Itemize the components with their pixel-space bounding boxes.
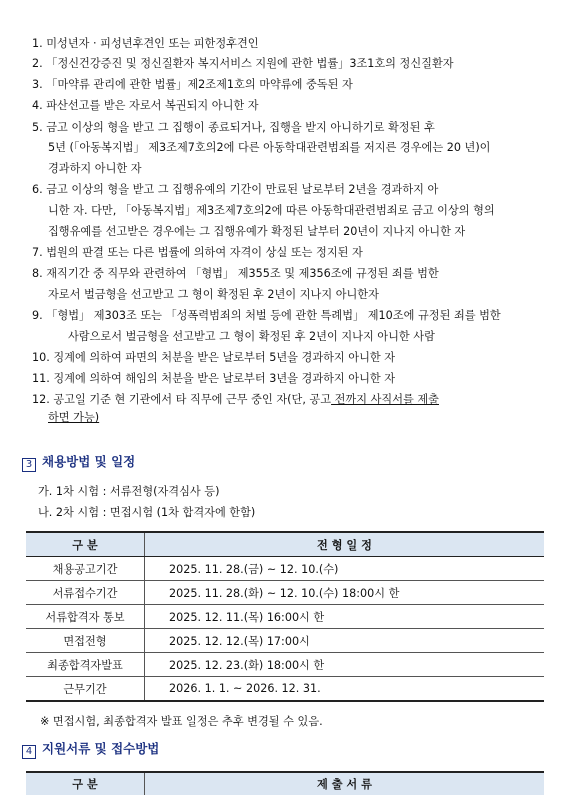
item-continuation: 집행유예를 선고받은 경우에는 그 집행유예가 확정된 날부터 20년이 지나지 아니한 자 xyxy=(48,225,466,238)
item-text: 금고 이상의 형을 받고 그 집행유예의 기간이 만료된 날로부터 2년을 경과하지 아 xyxy=(46,183,439,196)
column-header: 제 출 서 류 xyxy=(145,772,545,795)
table-cell: 서류접수기간 xyxy=(26,581,145,605)
step-item: 가. 1차 시험 : 서류전형(자격심사 등) xyxy=(38,485,220,498)
item-number: 1. xyxy=(32,37,43,50)
table-cell: 2025. 12. 12.(목) 17:00시 xyxy=(145,629,545,653)
item-continuation: 5년 (「아동복지법」 제3조제7호의2에 다른 아동학대관련범죄를 저지른 경우에는 20 년)이 xyxy=(48,141,491,154)
item-text: 「마약류 관리에 관한 법률」제2조제1호의 마약류에 중독된 자 xyxy=(46,78,353,91)
list-item xyxy=(32,118,552,138)
table-cell: 2025. 11. 28.(금) ~ 12. 10.(수) xyxy=(145,557,545,581)
documents-table xyxy=(26,771,544,795)
section-title: 지원서류 및 접수방법 xyxy=(42,741,160,756)
table-cell: 최종합격자발표 xyxy=(26,653,145,677)
section-number-box: 3 xyxy=(22,458,36,472)
table-header-row xyxy=(26,772,544,795)
item-number: 9. xyxy=(32,309,43,322)
table-cell: 채용공고기간 xyxy=(26,557,145,581)
item-number: 5. xyxy=(32,121,43,134)
table-row xyxy=(26,653,544,677)
section-number-box: 4 xyxy=(22,745,36,759)
item-number: 4. xyxy=(32,99,43,112)
table-cell: 면접전형 xyxy=(26,629,145,653)
table-row xyxy=(26,605,544,629)
column-header: 구 분 xyxy=(26,532,145,557)
item-text: 「정신건강증진 및 정신질환자 복지서비스 지원에 관한 법률」3조1호의 정신질환자 xyxy=(46,57,454,70)
table-cell: 2025. 11. 28.(화) ~ 12. 10.(수) 18:00시 한 xyxy=(145,581,545,605)
schedule-note: ※ 면접시험, 최종합격자 발표 일정은 추후 변경될 수 있음. xyxy=(40,715,323,728)
table-header-row xyxy=(26,532,544,557)
table-row xyxy=(26,581,544,605)
item-text: 「형법」 제303조 또는 「성폭력범죄의 처벌 등에 관한 특례법」 제10조에 규정된 죄를 범한 xyxy=(46,309,501,322)
table-row xyxy=(26,629,544,653)
schedule-table xyxy=(26,531,544,702)
item-number: 12. xyxy=(32,393,50,406)
item-text: 징계에 의하여 파면의 처분을 받은 날로부터 5년을 경과하지 아니한 자 xyxy=(53,351,396,364)
item-number: 3. xyxy=(32,78,43,91)
item-continuation: 자로서 벌금형을 선고받고 그 형이 확정된 후 2년이 지나지 아니한자 xyxy=(48,288,379,301)
item-text: 징계에 의하여 해임의 처분을 받은 날로부터 3년을 경과하지 아니한 자 xyxy=(53,372,396,385)
table-cell: 2025. 12. 11.(목) 16:00시 한 xyxy=(145,605,545,629)
column-header: 구 분 xyxy=(26,772,145,795)
table-row xyxy=(26,557,544,581)
item-text: 재직기간 중 직무와 관련하여 「형법」 제355조 및 제356조에 규정된 죄를 범한 xyxy=(46,267,439,280)
item-number: 8. xyxy=(32,267,43,280)
item-text: 미성년자 · 피성년후견인 또는 피한정후견인 xyxy=(46,37,259,50)
list-item xyxy=(32,180,552,200)
item-number: 2. xyxy=(32,57,43,70)
column-header: 전 형 일 정 xyxy=(145,532,545,557)
list-item xyxy=(32,306,552,326)
list-item xyxy=(32,390,552,410)
list-item xyxy=(32,348,552,368)
section-heading xyxy=(22,739,159,759)
item-continuation: 경과하지 아니한 자 xyxy=(48,162,142,175)
section-heading xyxy=(22,452,135,472)
list-item xyxy=(32,243,552,263)
item-text: 공고일 기준 현 기관에서 타 직무에 근무 중인 자(단, 공고 xyxy=(53,393,332,406)
item-text-underlined: 전까지 사직서를 제출 xyxy=(331,393,439,406)
table-cell: 2025. 12. 23.(화) 18:00시 한 xyxy=(145,653,545,677)
item-text: 파산선고를 받은 자로서 복권되지 아니한 자 xyxy=(46,99,259,112)
item-number: 10. xyxy=(32,351,50,364)
table-row xyxy=(26,677,544,702)
item-number: 11. xyxy=(32,372,50,385)
table-cell: 2026. 1. 1. ~ 2026. 12. 31. xyxy=(145,677,545,702)
step-item: 나. 2차 시험 : 면접시험 (1차 합격자에 한함) xyxy=(38,506,256,519)
item-continuation: 사람으로서 벌금형을 선고받고 그 형이 확정된 후 2년이 지나지 아니한 사람 xyxy=(68,330,435,343)
item-text: 금고 이상의 형을 받고 그 집행이 종료되거나, 집행을 받지 아니하기로 확정된 후 xyxy=(46,121,435,134)
list-item xyxy=(32,75,552,95)
item-continuation: 하면 가능) xyxy=(48,411,100,424)
table-cell: 서류합격자 통보 xyxy=(26,605,145,629)
list-item xyxy=(32,54,552,74)
section-title: 채용방법 및 일정 xyxy=(42,454,136,469)
item-continuation: 니한 자. 다만, 「아동복지법」제3조제7호의2에 따른 아동학대관련범죄로 금고 이상의 형의 xyxy=(48,204,495,217)
list-item xyxy=(32,369,552,389)
item-text: 법원의 판결 또는 다른 법률에 의하여 자격이 상실 또는 정지된 자 xyxy=(46,246,363,259)
list-item xyxy=(32,264,552,284)
table-cell: 근무기간 xyxy=(26,677,145,702)
list-item xyxy=(32,34,552,54)
item-number: 6. xyxy=(32,183,43,196)
item-number: 7. xyxy=(32,246,43,259)
list-item xyxy=(32,96,552,116)
